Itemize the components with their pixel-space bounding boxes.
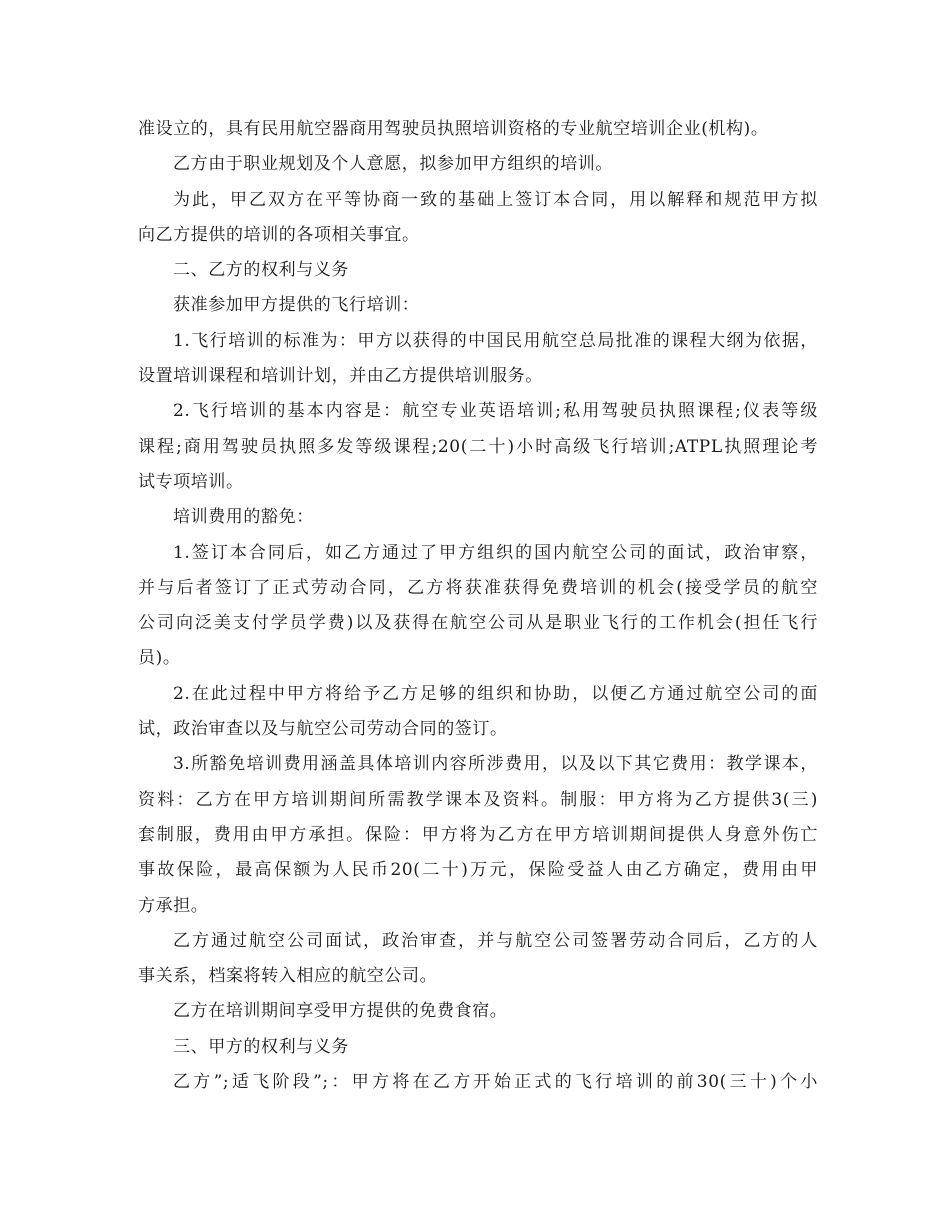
paragraph-line: 二、乙方的权利与义务 [173,260,349,281]
paragraph-line: 3.所豁免培训费用涵盖具体培训内容所涉费用，以及以下其它费用：教学课本， [173,754,818,775]
paragraph-line: 套制服，费用由甲方承担。保险：甲方将为乙方在甲方培训期间提供人身意外伤亡 [138,824,818,845]
paragraph-line: 为此，甲乙双方在平等协商一致的基础上签订本合同，用以解释和规范甲方拟 [173,189,818,210]
paragraph-line: 设置培训课程和培训计划，并由乙方提供培训服务。 [138,366,543,387]
paragraph-line: 2.飞行培训的基本内容是：航空专业英语培训;私用驾驶员执照课程;仪表等级 [173,401,818,422]
paragraph-line: 员)。 [138,648,181,669]
paragraph-line: 1.飞行培训的标准为：甲方以获得的中国民用航空总局批准的课程大纲为依据， [173,330,818,351]
document-body [138,112,818,1100]
paragraph-line: 三、甲方的权利与义务 [173,1036,349,1057]
paragraph-line: 乙方”;适飞阶段”;：甲方将在乙方开始正式的飞行培训的前30(三十)个小 [173,1072,818,1093]
paragraph-line: 事关系，档案将转入相应的航空公司。 [138,966,438,987]
paragraph-line: 准设立的，具有民用航空器商用驾驶员执照培训资格的专业航空培训企业(机构)。 [138,119,769,139]
paragraph-line: 并与后者签订了正式劳动合同，乙方将获准获得免费培训的机会(接受学员的航空 [138,577,818,598]
paragraph-line: 乙方由于职业规划及个人意愿，拟参加甲方组织的培训。 [173,154,613,175]
paragraph-line: 乙方通过航空公司面试，政治审查，并与航空公司签署劳动合同后，乙方的人 [173,930,818,951]
paragraph-line: 向乙方提供的培训的各项相关事宜。 [138,224,420,245]
paragraph-line: 试，政治审查以及与航空公司劳动合同的签订。 [138,719,508,740]
paragraph-line: 1.签订本合同后，如乙方通过了甲方组织的国内航空公司的面试，政治审察， [173,542,818,563]
paragraph-line: 乙方在培训期间享受甲方提供的免费食宿。 [173,1001,508,1022]
paragraph-line: 课程;商用驾驶员执照多发等级课程;20(二十)小时高级飞行培训;ATPL执照理论考 [138,436,818,457]
paragraph-line: 资料：乙方在甲方培训期间所需教学课本及资料。制服：甲方将为乙方提供3(三) [138,789,818,810]
paragraph-line: 培训费用的豁免： [173,507,314,528]
paragraph-line: 2.在此过程中甲方将给予乙方足够的组织和协助，以便乙方通过航空公司的面 [173,683,818,704]
paragraph-line: 事故保险，最高保额为人民币20(二十)万元，保险受益人由乙方确定，费用由甲 [138,860,818,881]
paragraph-line: 方承担。 [138,895,209,916]
paragraph-line: 获准参加甲方提供的飞行培训： [173,295,420,316]
paragraph-line: 试专项培训。 [138,471,244,492]
paragraph-line: 公司向泛美支付学员学费)以及获得在航空公司从是职业飞行的工作机会(担任飞行 [138,613,818,634]
